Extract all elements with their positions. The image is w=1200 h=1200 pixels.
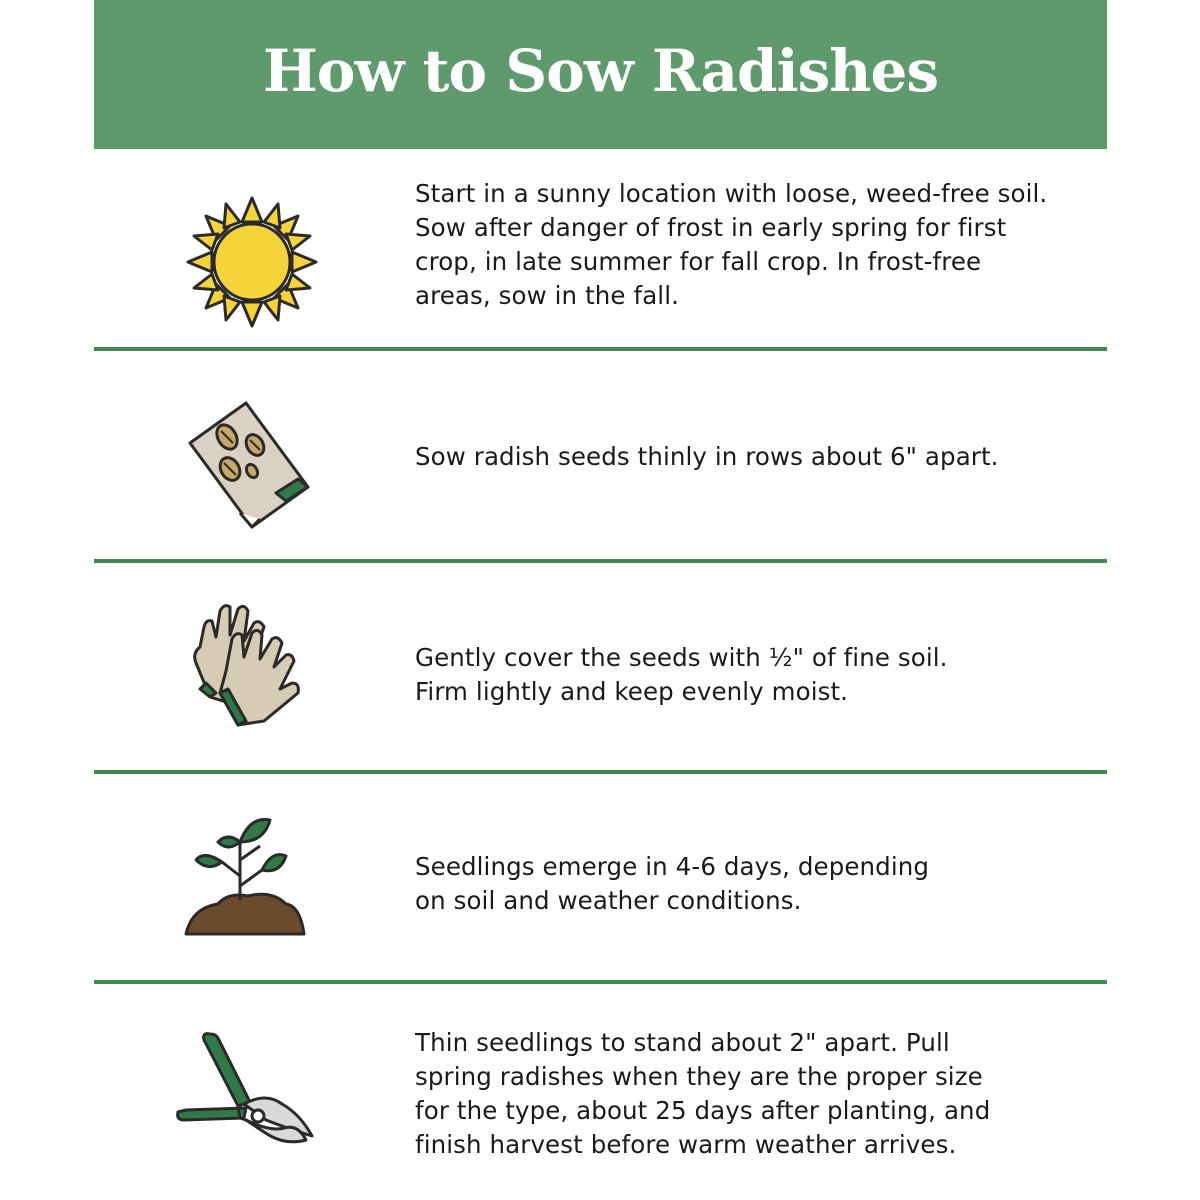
step-sun: [94, 149, 1107, 349]
step-gloves: [94, 563, 1107, 770]
header-banner: [94, 0, 1107, 149]
step-text: Seedlings emerge in 4-6 days, depending on soil and weather conditions.: [415, 852, 930, 915]
seed-packet-icon: [180, 391, 320, 531]
step-text: Gently cover the seeds with ½" of fine soil. Firm lightly and keep evenly moist.: [415, 643, 948, 706]
step-text: Sow radish seeds thinly in rows about 6" apart.: [415, 442, 999, 471]
page-title: How to Sow Radishes: [262, 36, 939, 105]
pruning-shears-icon: [174, 1028, 324, 1158]
step-text: Start in a sunny location with loose, weed-free soil. Sow after danger of frost in early spring for first crop, in late summer for fall crop. In frost-free areas, sow in the fall.: [415, 179, 1048, 310]
seedling-icon: [182, 812, 322, 952]
step-pruning-shears: [94, 984, 1107, 1200]
gloves-icon: [180, 597, 320, 737]
step-seed-packet: [94, 351, 1107, 559]
infographic-card: [94, 0, 1107, 1200]
step-text: Thin seedlings to stand about 2" apart. Pull spring radishes when they are the proper size for the type, about 25 days after planting, and finish harvest before warm weather arrives.: [415, 1028, 991, 1159]
sun-icon: [182, 192, 322, 332]
step-seedling: [94, 774, 1107, 980]
